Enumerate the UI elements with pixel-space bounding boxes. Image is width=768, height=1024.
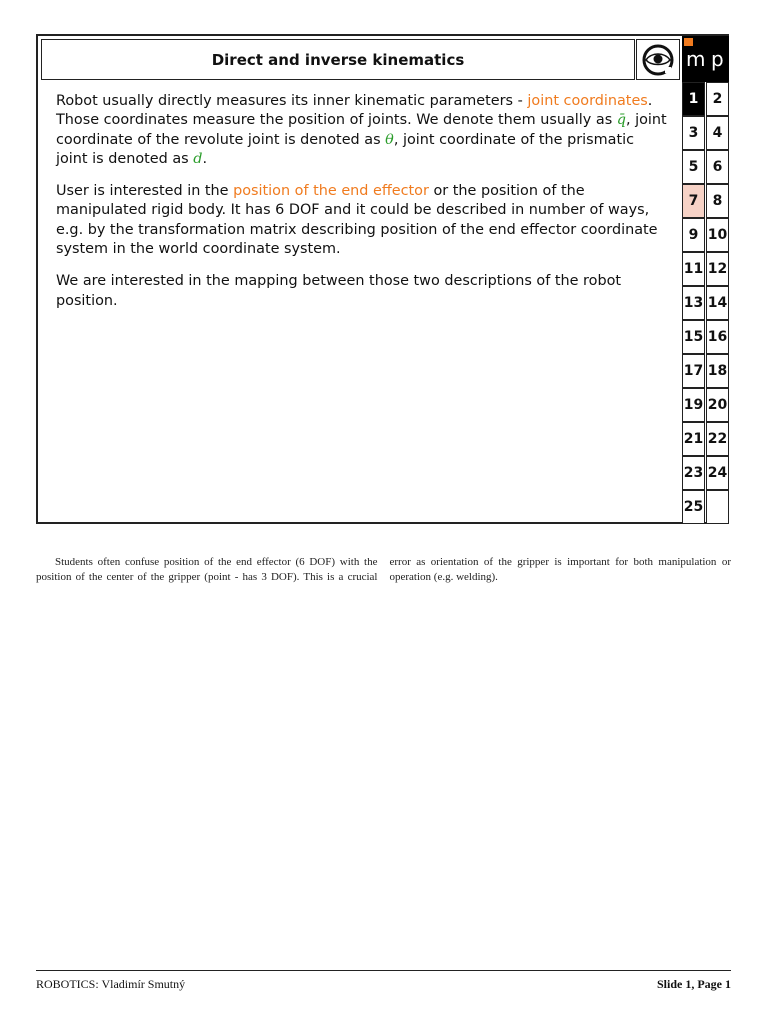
slide-frame (36, 34, 729, 524)
d-symbol: d (193, 150, 203, 167)
nav-page-2[interactable]: 2 (706, 82, 729, 116)
footer-rule (36, 970, 731, 971)
q-symbol: q̄ (616, 112, 626, 129)
slide-content (56, 92, 668, 324)
cmp-header (682, 36, 729, 82)
nav-page-13[interactable]: 13 (682, 286, 705, 320)
logo-box (636, 39, 680, 80)
content-paragraph-2: User is interested in the position of the end effector or the position of the manipulated rigid body. It has 6 DOF and it could be described in number of ways, e.g. by the transformation matrix describing position of the end effector coordinate system in the world coordinate system. (56, 183, 658, 258)
nav-page-3[interactable]: 3 (682, 116, 705, 150)
nav-page-10[interactable]: 10 (706, 218, 729, 252)
nav-page-16[interactable]: 16 (706, 320, 729, 354)
nav-page-22[interactable]: 22 (706, 422, 729, 456)
footer-page-indicator: Slide 1, Page 1 (657, 977, 731, 991)
end-effector-term: position of the end effector (233, 183, 429, 200)
slide-title-text: Direct and inverse kinematics (211, 50, 465, 69)
nav-page-20[interactable]: 20 (706, 388, 729, 422)
nav-page-23[interactable]: 23 (682, 456, 705, 490)
footer-author: ROBOTICS: Vladimír Smutný (36, 977, 186, 991)
nav-page-14[interactable]: 14 (706, 286, 729, 320)
nav-page-19[interactable]: 19 (682, 388, 705, 422)
nav-page-18[interactable]: 18 (706, 354, 729, 388)
nav-page-4[interactable]: 4 (706, 116, 729, 150)
nav-page-6[interactable]: 6 (706, 150, 729, 184)
lecture-notes (36, 555, 731, 585)
cmp-eye-logo-icon (641, 43, 675, 77)
nav-page-17[interactable]: 17 (682, 354, 705, 388)
nav-page-21[interactable]: 21 (682, 422, 705, 456)
nav-page-15[interactable]: 15 (682, 320, 705, 354)
nav-page-12[interactable]: 12 (706, 252, 729, 286)
joint-coordinates-term: joint coordinates (527, 93, 648, 109)
nav-page-9[interactable]: 9 (682, 218, 705, 252)
nav-page-8[interactable]: 8 (706, 184, 729, 218)
nav-page-1[interactable]: 1 (682, 82, 705, 116)
nav-empty-cell (706, 490, 729, 524)
nav-page-11[interactable]: 11 (682, 252, 705, 286)
cmp-orange-square (684, 38, 693, 46)
cmp-letter-p: p (711, 47, 724, 71)
nav-page-24[interactable]: 24 (706, 456, 729, 490)
theta-symbol: θ (385, 131, 394, 148)
cmp-letter-m: m (686, 47, 706, 71)
slide-title (41, 39, 635, 80)
nav-page-25[interactable]: 25 (682, 490, 705, 524)
nav-page-7[interactable]: 7 (682, 184, 705, 218)
notes-paragraph: Students often confuse position of the end effector (6 DOF) with the position of the center of the gripper (point - has 3 DOF). This is a crucial error as orientation of the gripper is important for both manipulation or operation (e.g. welding). (36, 556, 731, 583)
content-paragraph-3: We are interested in the mapping between those two descriptions of the robot position. (56, 273, 622, 309)
content-paragraph-1: Robot usually directly measures its inner kinematic parameters - joint coordinates. Those coordinates measure the position of joints. We denote them usually as q̄, joint coordinate of the revolute joint is denoted as θ, joint coordinate of the prismatic joint is denoted as d. (56, 93, 667, 167)
nav-page-5[interactable]: 5 (682, 150, 705, 184)
